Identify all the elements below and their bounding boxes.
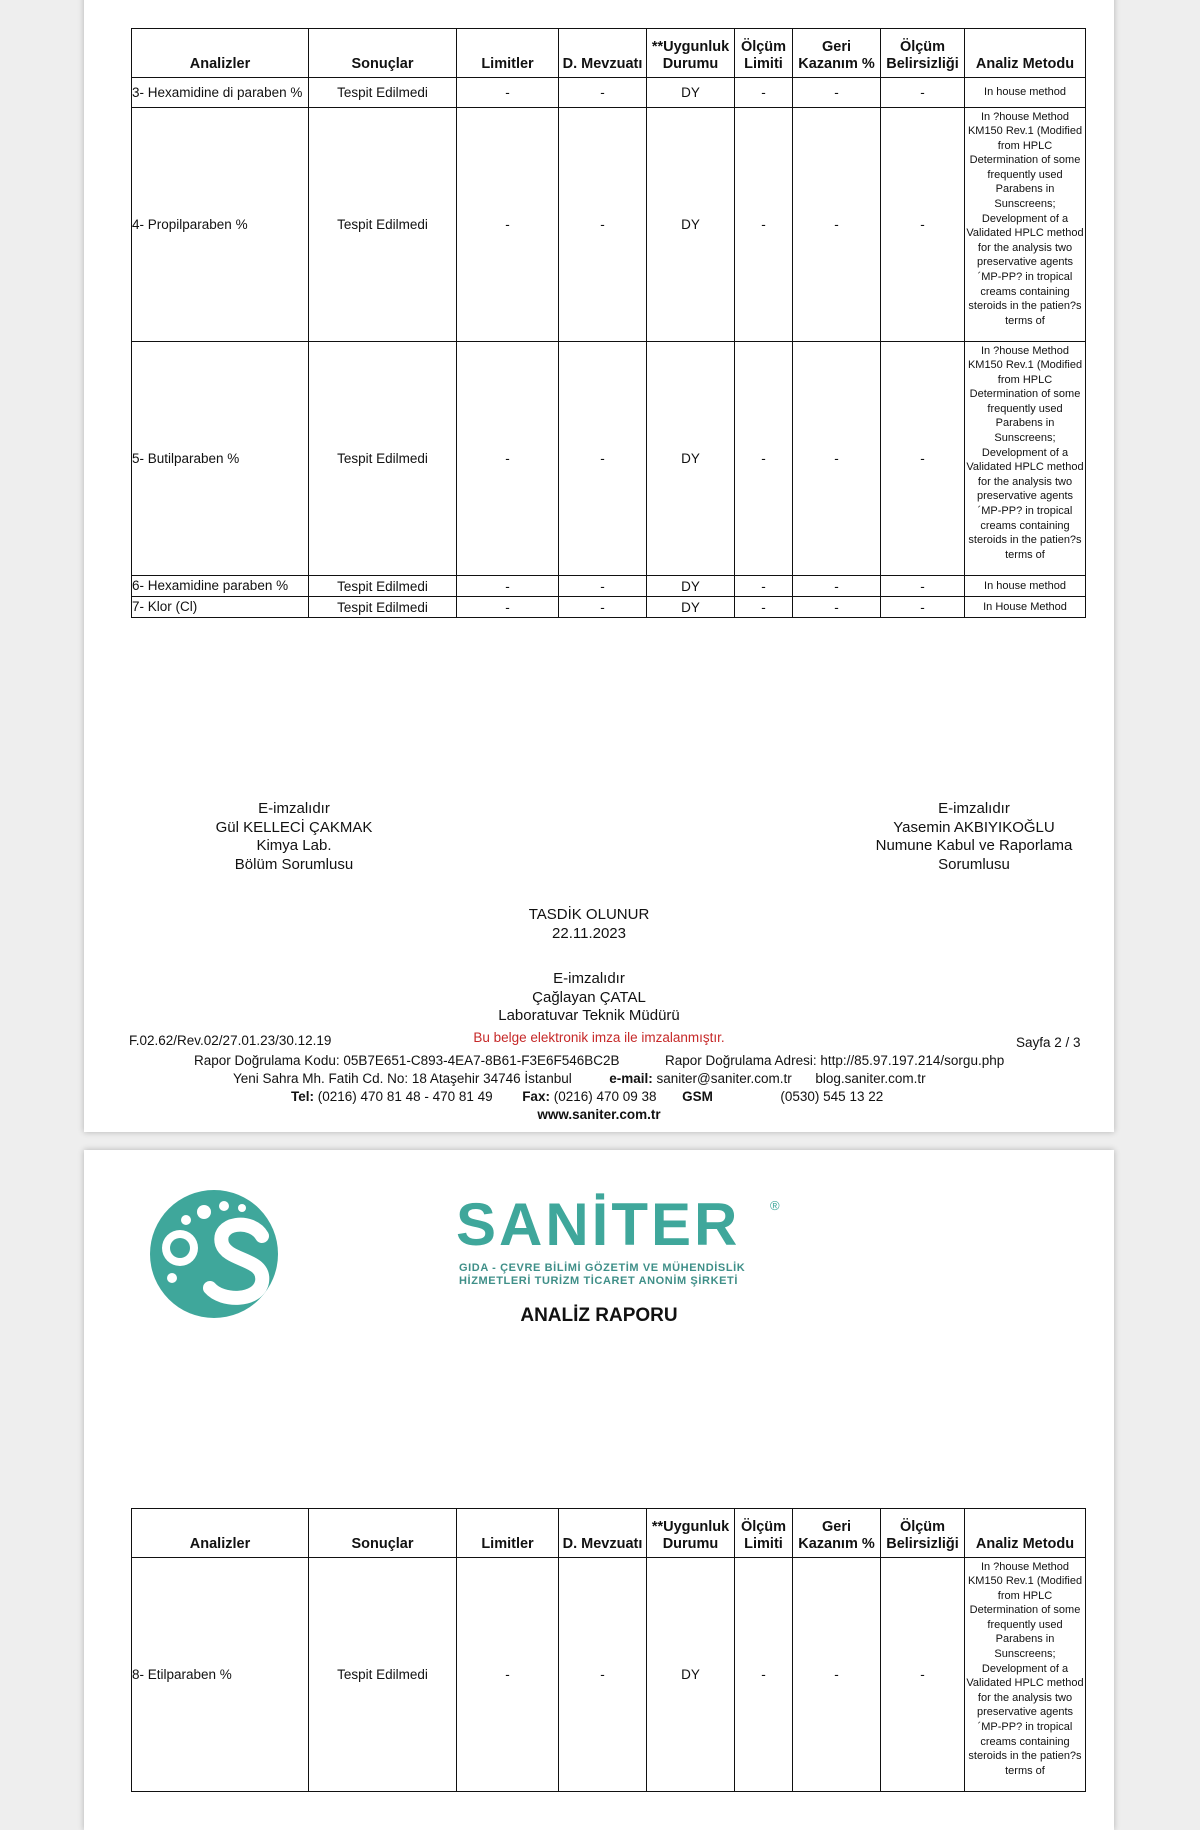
recovery-cell: - [793,597,881,618]
approval-block [424,906,754,943]
col-header: **Uygunluk Durumu [647,1509,735,1558]
analysis-table [131,1508,1086,1792]
e-signed-label: E-imzalıdır [258,800,330,817]
analysis-name: 6- Hexamidine paraben % [132,576,309,597]
signer-name: Gül KELLECİ ÇAKMAK [215,818,373,836]
measurement-limit-cell: - [735,597,793,618]
col-header: D. Mevzuatı [559,29,647,78]
website-link[interactable]: www.saniter.com.tr [537,1107,661,1122]
registered-mark: ® [770,1198,780,1213]
result-cell: Tespit Edilmedi [309,342,457,576]
measurement-limit-cell: - [735,576,793,597]
contact-address [233,1071,926,1086]
signer-title: Kimya Lab. [256,837,332,854]
uncertainty-cell: - [881,597,965,618]
tel-value: (0216) 470 81 48 - 470 81 49 [317,1089,493,1104]
fax-value: (0216) 470 09 38 [553,1089,657,1104]
report-page-2 [84,0,1114,1132]
brand-subtitle-line: HİZMETLERİ TURİZM TİCARET ANONİM ŞİRKETİ [459,1275,739,1287]
analysis-name: 7- Klor (Cl) [132,597,309,618]
uncertainty-cell: - [881,342,965,576]
saniter-emblem-icon [142,1188,290,1320]
col-header: Sonuçlar [309,29,457,78]
approval-label: TASDİK OLUNUR [528,906,650,923]
compliance-cell: DY [647,108,735,342]
col-header: Analiz Metodu [965,29,1086,78]
regulation-cell: - [559,342,647,576]
regulation-cell: - [559,597,647,618]
regulation-cell: - [559,576,647,597]
signature-right [864,800,1084,874]
gsm-value: (0530) 545 13 22 [780,1089,884,1104]
col-header: D. Mevzuatı [559,1509,647,1558]
signer-name: Çağlayan ÇATAL [532,988,646,1006]
table-row [132,108,1086,342]
method-cell: In house method [965,576,1086,597]
method-cell [965,108,1086,342]
col-header: Analiz Metodu [965,1509,1086,1558]
blog-link[interactable]: blog.saniter.com.tr [815,1071,926,1086]
report-title: ANALİZ RAPORU [520,1305,678,1326]
approval-date: 22.11.2023 [552,924,626,942]
col-header: Analizler [132,29,309,78]
limit-cell: - [457,1558,559,1792]
method-cell: In house method [965,78,1086,108]
compliance-cell: DY [647,342,735,576]
table-header-row [132,1509,1086,1558]
result-cell: Tespit Edilmedi [309,576,457,597]
col-header: Ölçüm Belirsizliği [881,29,965,78]
recovery-cell: - [793,78,881,108]
recovery-cell: - [793,342,881,576]
method-cell [965,342,1086,576]
method-text: In ?house Method KM150 Rev.1 (Modified from HPLC Determination of some frequently used Parabens in Sunscreens; Development of a Validated HPLC method for the analysis two preservative agents ´MP-PP? in tropical creams containing steroids in the patien?s terms of [966,1560,1084,1777]
table-header-row [132,29,1086,78]
analysis-table [131,28,1086,618]
form-code: F.02.62/Rev.02/27.01.23/30.12.19 [129,1033,332,1048]
measurement-limit-cell: - [735,342,793,576]
table-row [132,1558,1086,1792]
measurement-limit-cell: - [735,108,793,342]
email-link[interactable]: saniter@saniter.com.tr [656,1071,792,1086]
signer-title: Laboratuvar Teknik Müdürü [498,1007,680,1024]
measurement-limit-cell: - [735,78,793,108]
limit-cell: - [457,108,559,342]
method-cell: In House Method [965,597,1086,618]
brand-subtitle [459,1262,745,1288]
brand-name: SANİTER [456,1191,741,1258]
col-header: Geri Kazanım % [793,1509,881,1558]
analysis-name: 3- Hexamidine di paraben % [132,78,309,108]
gsm-label: GSM [682,1089,713,1104]
limit-cell: - [457,597,559,618]
result-cell: Tespit Edilmedi [309,108,457,342]
uncertainty-cell: - [881,78,965,108]
regulation-cell: - [559,1558,647,1792]
col-header: Ölçüm Belirsizliği [881,1509,965,1558]
method-cell [965,1558,1086,1792]
signer-title: Sorumlusu [938,855,1010,873]
signature-center [424,970,754,1026]
analysis-name: 8- Etilparaben % [132,1558,309,1792]
brand-subtitle-line: GIDA - ÇEVRE BİLİMİ GÖZETİM VE MÜHENDİSLİK [459,1262,746,1274]
method-text: In ?house Method KM150 Rev.1 (Modified from HPLC Determination of some frequently used Parabens in Sunscreens; Development of a Validated HPLC method for the analysis two preservative agents ´MP-PP? in tropical creams containing steroids in the patien?s terms of [966,344,1084,561]
table-row [132,342,1086,576]
tel-label: Tel: [291,1089,314,1104]
limit-cell: - [457,78,559,108]
analysis-name: 4- Propilparaben % [132,108,309,342]
report-page-3 [84,1150,1114,1830]
e-signed-label: E-imzalıdır [938,800,1010,817]
result-cell: Tespit Edilmedi [309,1558,457,1792]
col-header: Sonuçlar [309,1509,457,1558]
limit-cell: - [457,576,559,597]
table-row [132,78,1086,108]
fax-label: Fax: [522,1089,550,1104]
table-row [132,597,1086,618]
col-header: Ölçüm Limiti [735,1509,793,1558]
regulation-cell: - [559,78,647,108]
result-cell: Tespit Edilmedi [309,78,457,108]
page-number: Sayfa 2 / 3 [1016,1035,1081,1050]
compliance-cell: DY [647,1558,735,1792]
col-header: Limitler [457,1509,559,1558]
measurement-limit-cell: - [735,1558,793,1792]
e-signature-note: Bu belge elektronik imza ile imzalanmıştır. [473,1030,725,1045]
col-header: **Uygunluk Durumu [647,29,735,78]
signer-title: Bölüm Sorumlusu [234,855,354,873]
compliance-cell: DY [647,78,735,108]
col-header: Geri Kazanım % [793,29,881,78]
result-cell: Tespit Edilmedi [309,597,457,618]
col-header: Limitler [457,29,559,78]
recovery-cell: - [793,1558,881,1792]
col-header: Ölçüm Limiti [735,29,793,78]
uncertainty-cell: - [881,108,965,342]
compliance-cell: DY [647,576,735,597]
recovery-cell: - [793,108,881,342]
email-label: e-mail: [609,1071,653,1086]
uncertainty-cell: - [881,1558,965,1792]
e-signed-label: E-imzalıdır [553,970,625,987]
verification-address: Rapor Doğrulama Adresi: http://85.97.197.214/sorgu.php [665,1053,1005,1068]
limit-cell: - [457,342,559,576]
uncertainty-cell: - [881,576,965,597]
signer-title: Numune Kabul ve Raporlama [875,837,1073,854]
table-row [132,576,1086,597]
col-header: Analizler [132,1509,309,1558]
contact-phones [291,1089,883,1104]
signer-name: Yasemin AKBIYIKOĞLU [893,818,1055,836]
recovery-cell: - [793,576,881,597]
regulation-cell: - [559,108,647,342]
verification-code: Rapor Doğrulama Kodu: 05B7E651-C893-4EA7-8B61-F3E6F546BC2B [194,1053,620,1068]
signature-left [179,800,409,874]
compliance-cell: DY [647,597,735,618]
analysis-name: 5- Butilparaben % [132,342,309,576]
method-text: In ?house Method KM150 Rev.1 (Modified from HPLC Determination of some frequently used Parabens in Sunscreens; Development of a Validated HPLC method for the analysis two preservative agents ´MP-PP? in tropical creams containing steroids in the patien?s terms of [966,110,1084,327]
address: Yeni Sahra Mh. Fatih Cd. No: 18 Ataşehir 34746 İstanbul [233,1071,572,1086]
